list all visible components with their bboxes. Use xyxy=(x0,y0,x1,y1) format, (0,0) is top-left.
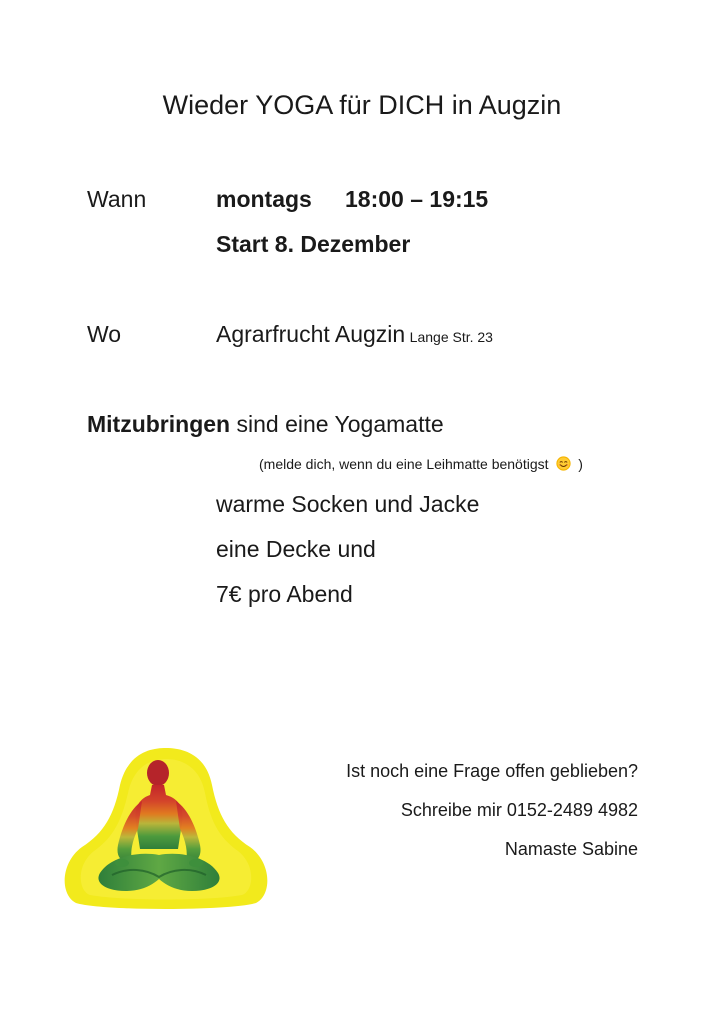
meditating-yoga-figure-icon xyxy=(60,745,272,910)
wann-day: montags xyxy=(216,186,312,212)
contact-phone: Schreibe mir 0152-2489 4982 xyxy=(400,800,638,820)
wann-time: 18:00 – 19:15 xyxy=(345,186,489,212)
wo-address: Lange Str. 23 xyxy=(409,329,493,345)
leihmatte-note-text: (melde dich, wenn du eine Leihmatte benötigst xyxy=(259,456,549,472)
mitbringen-label: Mitzubringen xyxy=(87,411,231,437)
mitbringen-first-item: sind eine Yogamatte xyxy=(236,411,444,437)
mitbringen-item: warme Socken und Jacke xyxy=(216,491,480,517)
mitbringen-item: 7€ pro Abend xyxy=(216,581,353,607)
wann-start: Start 8. Dezember xyxy=(216,231,411,257)
contact-signoff: Namaste Sabine xyxy=(504,839,638,859)
wo-location xyxy=(216,321,493,348)
wo-label: Wo xyxy=(87,321,122,347)
smiley-icon xyxy=(556,456,571,471)
wann-label: Wann xyxy=(87,186,147,212)
mitbringen-line xyxy=(87,411,444,438)
wo-place: Agrarfrucht Augzin xyxy=(216,321,406,347)
contact-question: Ist noch eine Frage offen geblieben? xyxy=(346,761,638,781)
leihmatte-note xyxy=(259,456,583,472)
page-title: Wieder YOGA für DICH in Augzin xyxy=(162,90,562,120)
mitbringen-item: eine Decke und xyxy=(216,536,376,562)
leihmatte-note-close: ) xyxy=(578,456,583,472)
